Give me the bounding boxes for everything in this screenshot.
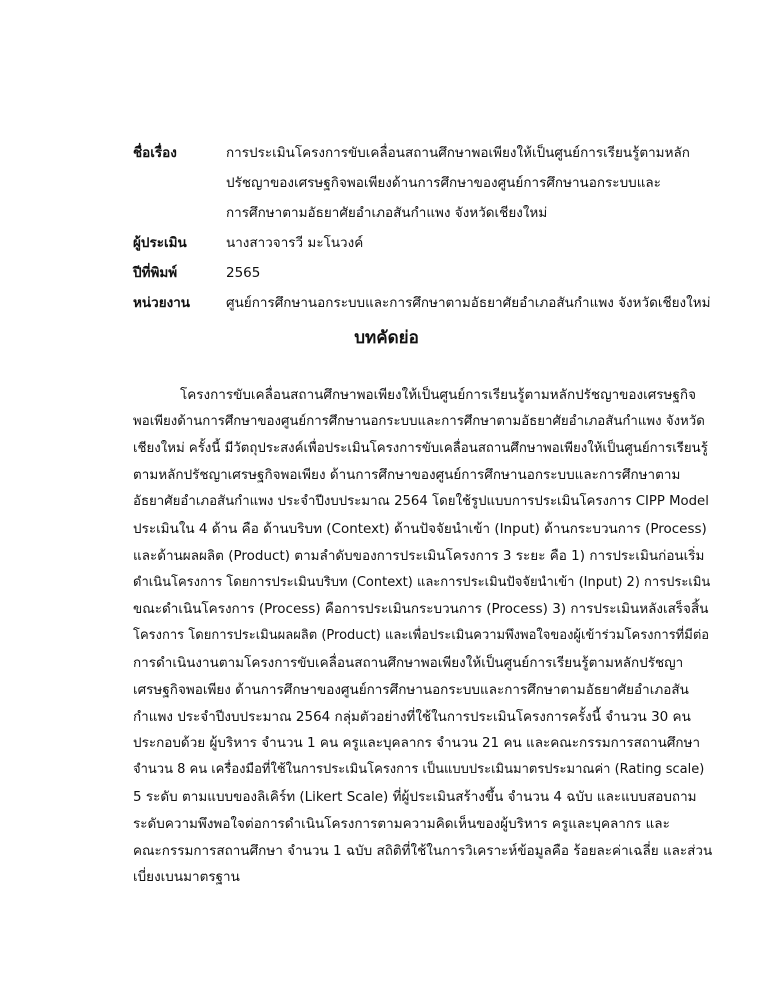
abstract-line: พอเพียงด้านการศึกษาของศูนย์การศึกษานอกระบบและการศึกษาตามอัธยาศัยอำเภอสันกำแพง จังหวัด — [133, 413, 705, 429]
abstract-body — [133, 382, 713, 891]
agency-label: หน่วยงาน — [133, 295, 191, 311]
abstract-line: อัธยาศัยอำเภอสันกำแพง ประจำปีงบประมาณ 2564 โดยใช้รูปแบบการประเมินโครงการ CIPP Model — [133, 494, 709, 510]
abstract-line: เบี่ยงเบนมาตรฐาน — [133, 869, 240, 886]
abstract-line: เศรษฐกิจพอเพียง ด้านการศึกษาของศูนย์การศึกษานอกระบบและการศึกษาตามอัธยาศัยอำเภอสัน — [133, 681, 689, 698]
title-line: การศึกษาตามอัธยาศัยอำเภอสันกำแพง จังหวัดเชียงใหม่ — [226, 205, 548, 221]
abstract-line: กำแพง ประจำปีงบประมาณ 2564 กลุ่มตัวอย่างที่ใช้ในการประเมินโครงการครั้งนี้ จำนวน 30 คน — [133, 708, 691, 725]
agency-value — [226, 288, 711, 318]
abstract-line: 5 ระดับ ตามแบบของลิเคิร์ท (Likert Scale) ที่ผู้ประเมินสร้างขึ้น จำนวน 4 ฉบับ และแบบสอบถาม — [133, 788, 697, 805]
abstract-line: โครงการ โดยการประเมินผลผลิต (Product) และเพื่อประเมินความพึงพอใจของผู้เข้าร่วมโครงการที่มีต่อ — [133, 628, 710, 644]
abstract-line: ประเมินใน 4 ด้าน คือ ด้านบริบท (Context) ด้านปัจจัยนำเข้า (Input) ด้านกระบวนการ (Process) — [133, 520, 707, 537]
abstract-line: การดำเนินงานตามโครงการขับเคลื่อนสถานศึกษาพอเพียงให้เป็นศูนย์การเรียนรู้ตามหลักปรัชญา — [133, 654, 684, 671]
year-row — [133, 258, 693, 288]
abstract-line: ดำเนินโครงการ โดยการประเมินบริบท (Context) และการประเมินปัจจัยนำเข้า (Input) 2) การประเมิน — [133, 574, 711, 590]
abstract-line: ขณะดำเนินโครงการ (Process) คือการประเมินกระบวนการ (Process) 3) การประเมินหลังเสร็จสิ้น — [133, 601, 709, 618]
agency-text: ศูนย์การศึกษานอกระบบและการศึกษาตามอัธยาศัยอำเภอสันกำแพง จังหวัดเชียงใหม่ — [226, 295, 711, 311]
abstract-line: จำนวน 8 คน เครื่องมือที่ใช้ในการประเมินโครงการ เป็นแบบประเมินมาตรประมาณค่า (Rating scale) — [133, 762, 705, 778]
year-value: 2565 — [226, 265, 261, 281]
abstract-line: ระดับความพึงพอใจต่อการดำเนินโครงการตามความคิดเห็นของผู้บริหาร ครูและบุคลากร และ — [133, 815, 670, 832]
abstract-line: ตามหลักปรัชญาเศรษฐกิจพอเพียง ด้านการศึกษาของศูนย์การศึกษานอกระบบและการศึกษาตาม — [133, 467, 681, 484]
year-label: ปีที่พิมพ์ — [133, 265, 178, 281]
title-line: การประเมินโครงการขับเคลื่อนสถานศึกษาพอเพียงให้เป็นศูนย์การเรียนรู้ตามหลัก — [226, 145, 690, 161]
abstract-line: เชียงใหม่ ครั้งนี้ มีวัตถุประสงค์เพื่อประเมินโครงการขับเคลื่อนสถานศึกษาพอเพียงให้เป็นศูนย์การเรียนรู้ — [133, 440, 708, 456]
abstract-line: คณะกรรมการสถานศึกษา จำนวน 1 ฉบับ สถิติที่ใช้ในการวิเคราะห์ข้อมูลคือ ร้อยละค่าเฉลี่ย และส่วน — [133, 842, 713, 859]
abstract-line: ประกอบด้วย ผู้บริหาร จำนวน 1 คน ครูและบุคลากร จำนวน 21 คน และคณะกรรมการสถานศึกษา — [133, 735, 701, 752]
evaluator-row — [133, 228, 693, 258]
agency-row — [133, 288, 711, 318]
abstract-line: และด้านผลผลิต (Product) ตามลำดับของการประเมินโครงการ 3 ระยะ คือ 1) การประเมินก่อนเริ่ม — [133, 547, 705, 564]
abstract-heading: บทคัดย่อ — [354, 328, 419, 348]
title-row — [133, 138, 693, 228]
evaluator-value: นางสาวจารวี มะโนวงค์ — [226, 235, 364, 251]
abstract-line: โครงการขับเคลื่อนสถานศึกษาพอเพียงให้เป็นศูนย์การเรียนรู้ตามหลักปรัชญาของเศรษฐกิจ — [180, 387, 696, 403]
evaluator-label: ผู้ประเมิน — [133, 235, 187, 251]
document-metadata — [133, 138, 711, 318]
title-line: ปรัชญาของเศรษฐกิจพอเพียงด้านการศึกษาของศูนย์การศึกษานอกระบบและ — [226, 175, 661, 191]
title-value — [226, 138, 693, 228]
title-label: ชื่อเรื่อง — [133, 145, 177, 161]
